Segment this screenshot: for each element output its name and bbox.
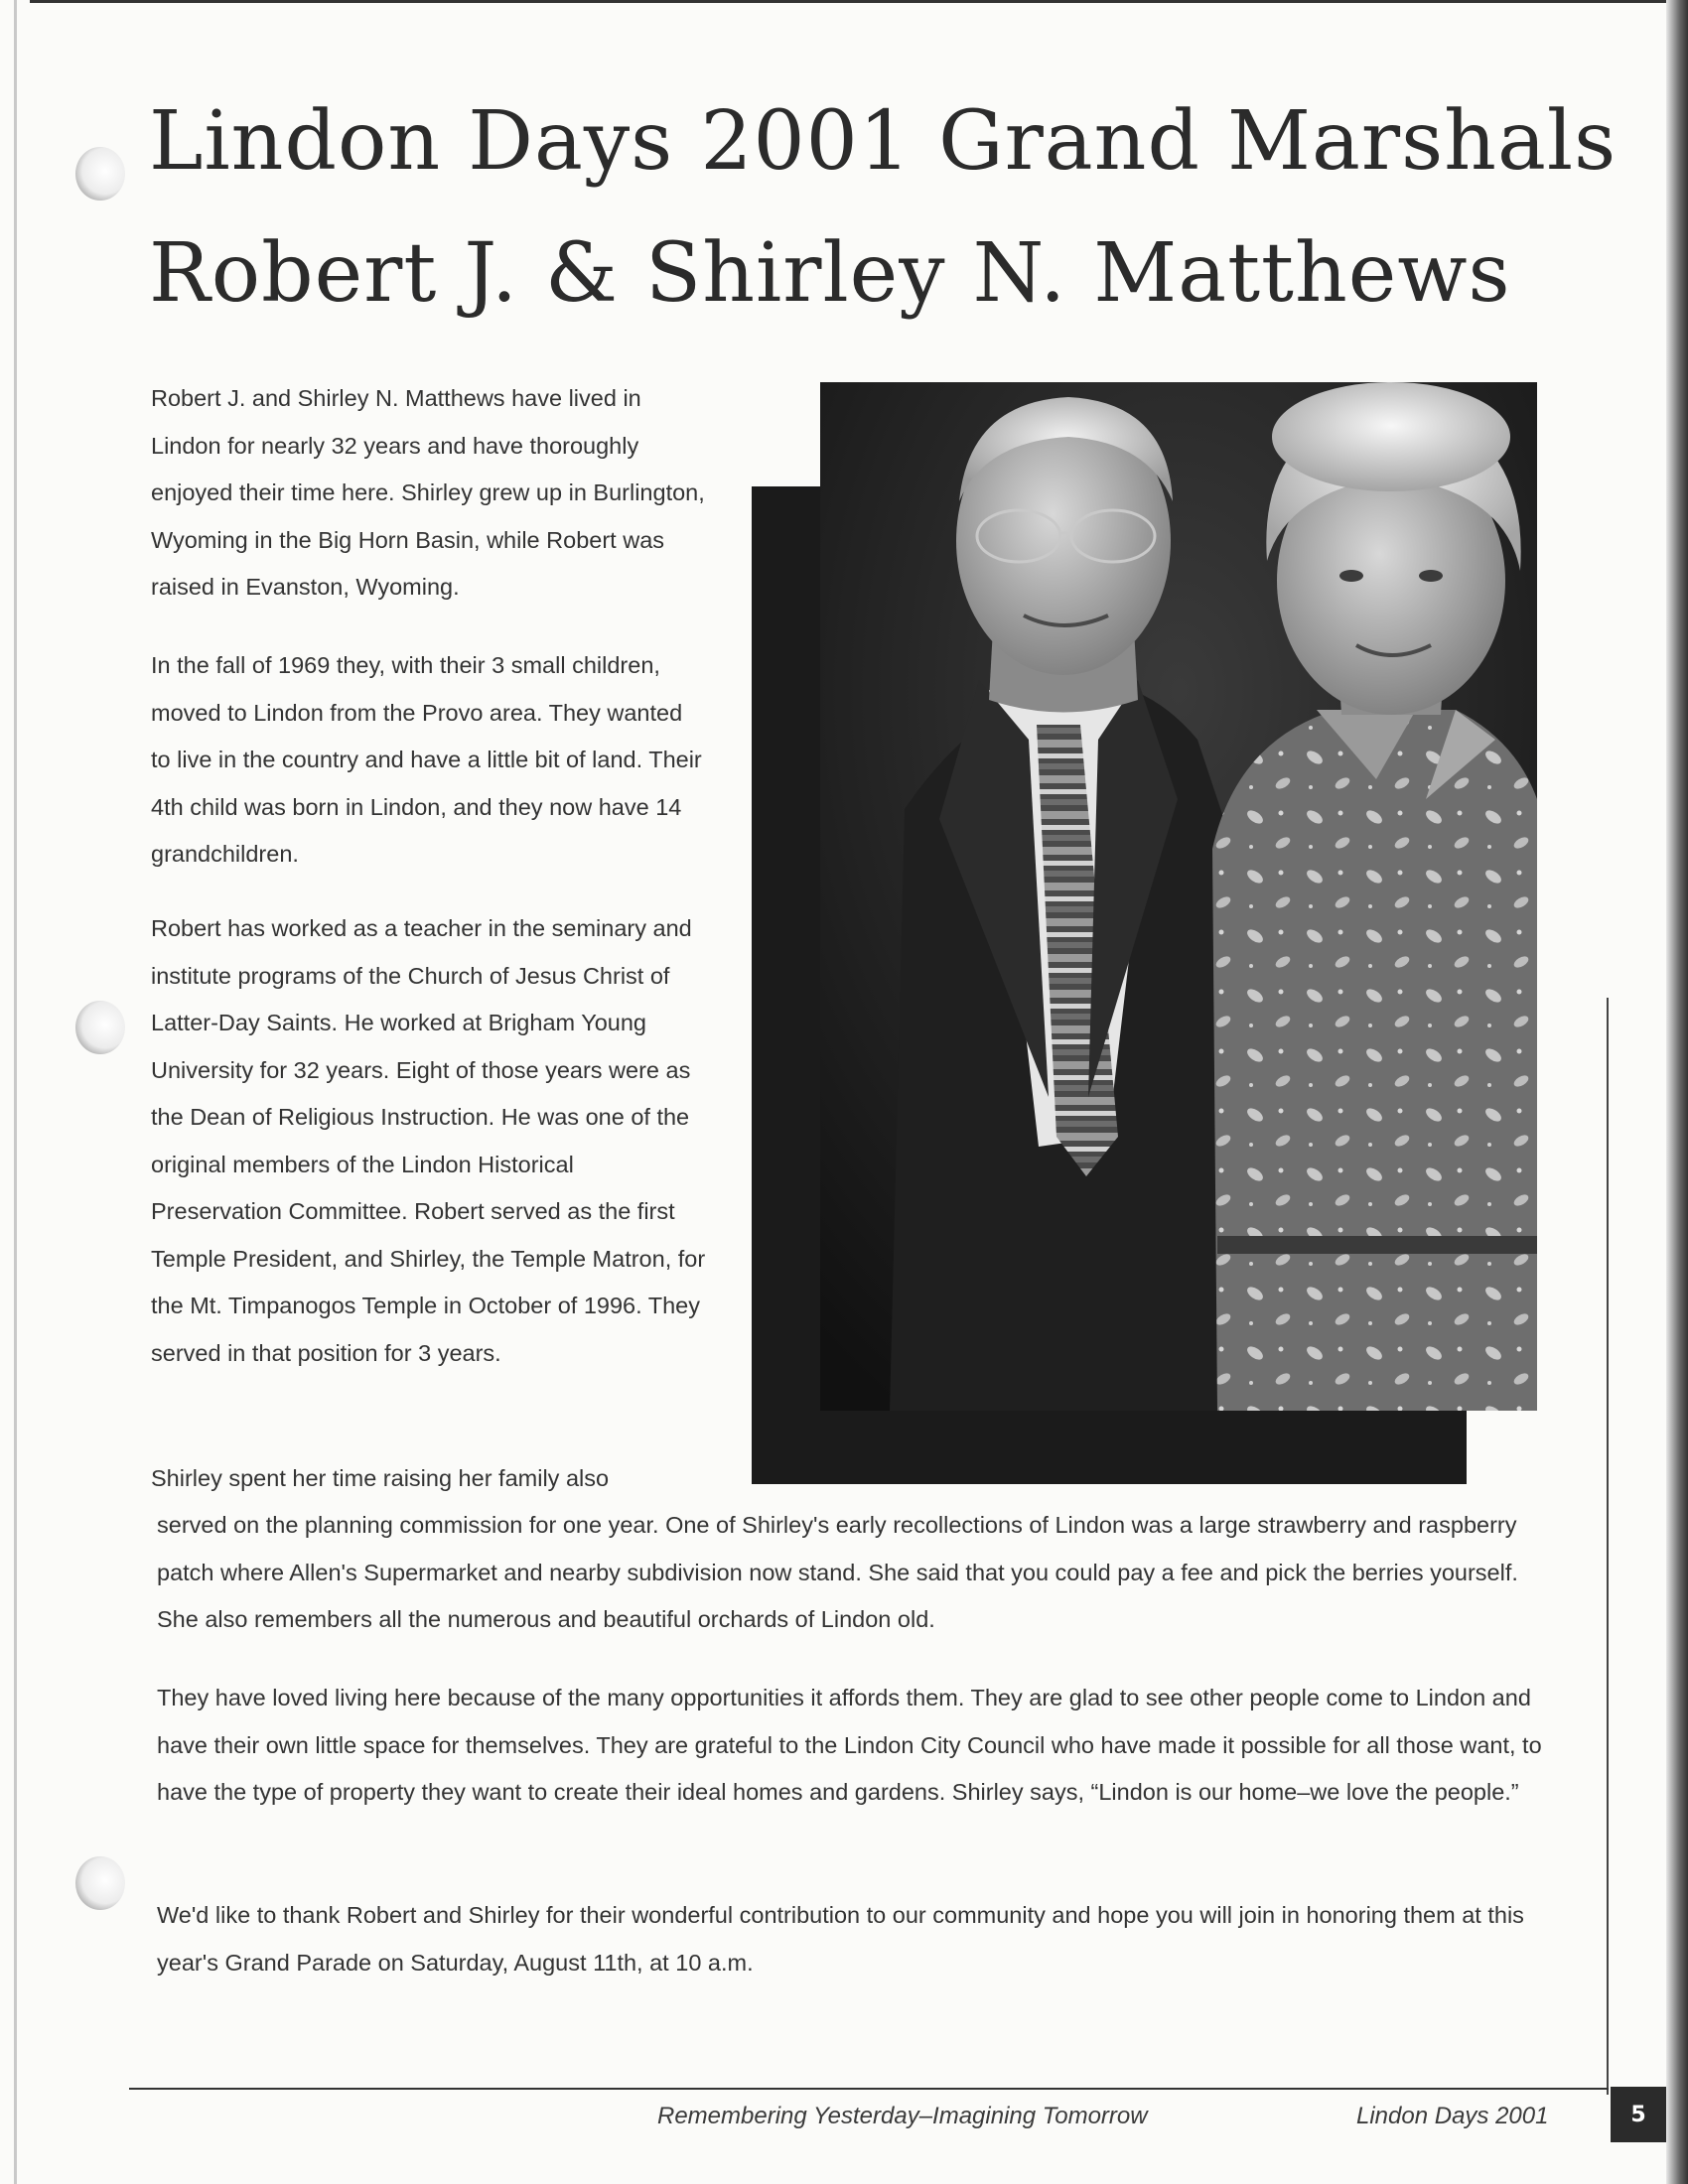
binder-hole — [75, 1001, 125, 1054]
binder-hole — [75, 147, 125, 201]
page-subtitle: Robert J. & Shirley N. Matthews — [149, 226, 1511, 321]
footer-tagline: Remembering Yesterday–Imagining Tomorrow — [657, 2103, 1148, 2129]
footer-publication: Lindon Days 2001 — [1356, 2103, 1549, 2129]
page-title: Lindon Days 2001 Grand Marshals — [149, 94, 1618, 189]
paragraph-shirley-rest: served on the planning commission for one year. One of Shirley's early recollections of Lindon was a large strawberry and raspberry patch where Allen's Supermarket and nearby subdivision now stand. She said that you could pay a fee and pick the berries yourself. She also remembers all the numerous and beautiful orchards of Lindon old. — [157, 1512, 1518, 1632]
footer-rule — [129, 2088, 1609, 2090]
couple-portrait-photo — [820, 382, 1537, 1411]
paragraph-move: In the fall of 1969 they, with their 3 small children, moved to Lindon from the Provo area. They wanted to live in the country and have a little bit of land. Their 4th child was born in Lindon, and they now have 14 grandchildren. — [151, 652, 702, 867]
paragraph-living-here: They have loved living here because of the many opportunities it affords them. They are glad to see other people come to Lindon and have their own little space for themselves. They are grateful to the Lindon City Council who have made it possible for all those want, to have the type of property they want to create their ideal homes and gardens. Shirley says, “Lindon is our home–we love the people.” — [157, 1685, 1542, 1805]
scan-right-edge — [1666, 0, 1688, 2184]
paragraph-career: Robert has worked as a teacher in the seminary and institute programs of the Church of Jesus Christ of Latter-Day Saints. He worked at Brigham Young University for 32 years. Eight of those years were as the Dean of Religious Instruction. He was one of the original members of the Lindon Historical Preservation Committee. Robert served as the first Temple President, and Shirley, the Temple Matron, for the Mt. Timpanogos Temple in October of 1996. They served in that position for 3 years. — [151, 915, 706, 1366]
scan-left-edge — [14, 0, 17, 2184]
paragraph-thanks: We'd like to thank Robert and Shirley for their wonderful contribution to our community and hope you will join in honoring them at this year's Grand Parade on Saturday, August 11th, at 10 a.m. — [157, 1902, 1524, 1976]
scan-top-edge — [30, 0, 1668, 3]
binder-hole — [75, 1856, 125, 1910]
page-number: 5 — [1611, 2087, 1666, 2142]
paragraph-shirley-start: Shirley spent her time raising her family also — [151, 1465, 610, 1491]
vertical-rule — [1607, 998, 1609, 2095]
paragraph-intro: Robert J. and Shirley N. Matthews have lived in Lindon for nearly 32 years and have thoroughly enjoyed their time here. Shirley grew up in Burlington, Wyoming in the Big Horn Basin, while Robert was raised in Evanston, Wyoming. — [151, 385, 705, 600]
